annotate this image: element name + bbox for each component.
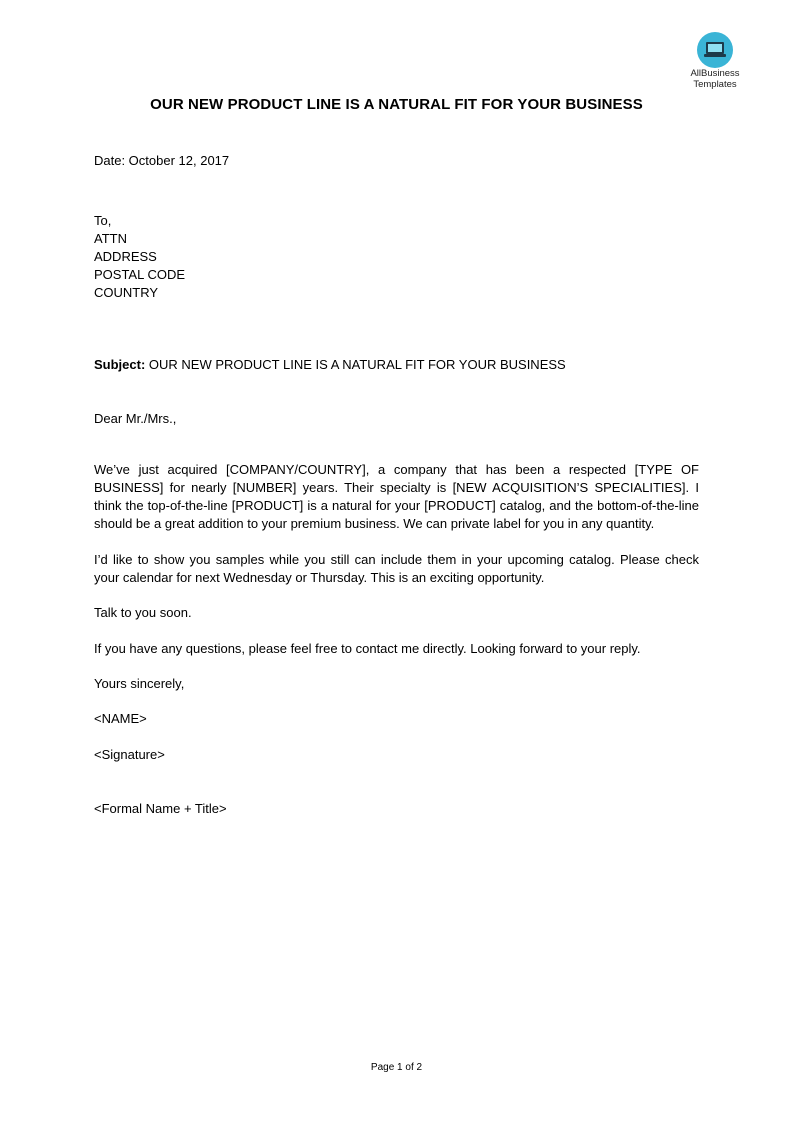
logo-text-line2: Templates (693, 79, 737, 90)
subject-line (94, 356, 566, 374)
signature-placeholder: <Signature> (94, 747, 165, 762)
logo-text-line1: AllBusiness (690, 68, 740, 79)
formal-name-title: <Formal Name + Title> (94, 801, 227, 816)
recipient-address: ADDRESS (94, 249, 157, 264)
recipient-to: To, (94, 213, 112, 228)
subject-label: Subject: (94, 357, 146, 372)
body-paragraph-4: If you have any questions, please feel free to contact me directly. Looking forward to your reply. (94, 641, 641, 656)
brand-logo (682, 32, 748, 90)
recipient-attn: ATTN (94, 231, 127, 246)
sender-name: <NAME> (94, 711, 147, 726)
recipient-country: COUNTRY (94, 285, 159, 300)
salutation: Dear Mr./Mrs., (94, 411, 177, 426)
recipient-postal-code: POSTAL CODE (94, 267, 186, 282)
sign-off: Yours sincerely, (94, 676, 185, 691)
body-paragraph-2: I’d like to show you samples while you still can include them in your upcoming catalog. Please check your calendar for next Wednesday or Thursday. This is an exciting opportunity. (94, 552, 699, 585)
letter-date: Date: October 12, 2017 (94, 153, 230, 168)
body-paragraph-3: Talk to you soon. (94, 605, 192, 620)
laptop-icon (697, 32, 733, 68)
body-paragraph-1: We’ve just acquired [COMPANY/COUNTRY], a company that has been a respected [TYPE OF BUSINESS] for nearly [NUMBER] years. Their specialty is [NEW ACQUISITION’S SPECIALITIES]. I think the top-of-the-line [PRODUCT] is a natural for your [PRODUCT] catalog, and the bottom-of-the-line should be a great addition to your premium business. We can private label for you in any quantity. (94, 462, 699, 531)
subject-text: OUR NEW PRODUCT LINE IS A NATURAL FIT FOR YOUR BUSINESS (145, 357, 566, 372)
document-title: OUR NEW PRODUCT LINE IS A NATURAL FIT FOR YOUR BUSINESS (150, 96, 643, 113)
page-number: Page 1 of 2 (370, 1062, 423, 1073)
